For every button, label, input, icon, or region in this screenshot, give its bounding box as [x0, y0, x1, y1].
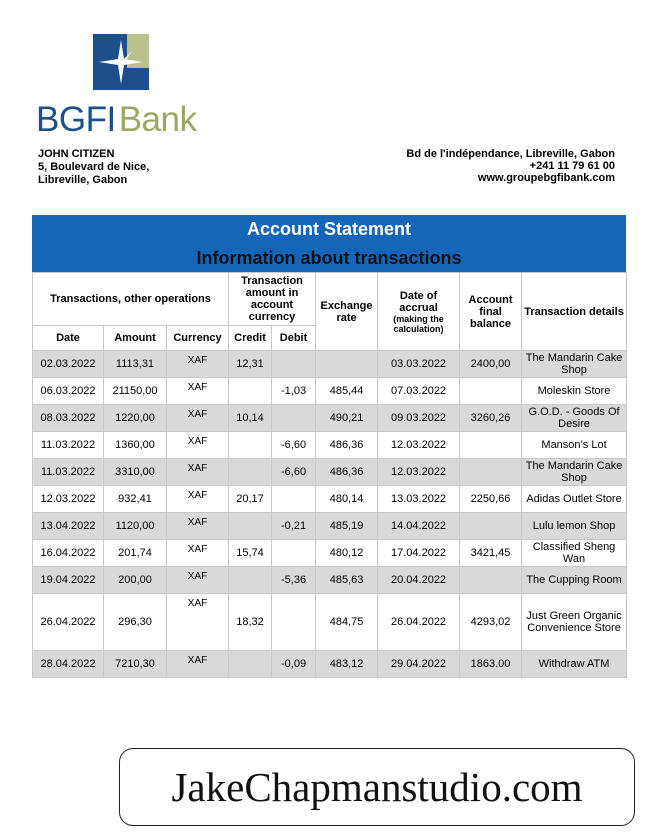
header-transactions: Transactions, other operations [33, 273, 229, 326]
cell-amount: 3310,00 [104, 459, 167, 486]
cell-currency: XAF [167, 594, 229, 651]
cell-debit [272, 540, 316, 567]
cell-debit [272, 405, 316, 432]
cell-rate: 486,36 [316, 432, 378, 459]
logo-text-bgfi: BGFI [36, 100, 116, 139]
customer-address [38, 148, 149, 187]
cell-currency: XAF [167, 459, 229, 486]
cell-date: 08.03.2022 [33, 405, 104, 432]
cell-date: 13.04.2022 [33, 513, 104, 540]
cell-details: Moleskin Store [522, 378, 627, 405]
cell-debit: -6,60 [272, 459, 316, 486]
cell-rate: 483,12 [316, 651, 378, 678]
cell-currency: XAF [167, 540, 229, 567]
header-debit: Debit [272, 326, 316, 351]
cell-balance [460, 432, 522, 459]
cell-balance [460, 459, 522, 486]
header-details: Transaction details [522, 273, 627, 351]
cell-debit: -0,09 [272, 651, 316, 678]
bgfi-star-logo-icon [93, 34, 149, 90]
cell-currency: XAF [167, 486, 229, 513]
cell-rate: 484,75 [316, 594, 378, 651]
cell-balance [460, 513, 522, 540]
cell-accrual: 26.04.2022 [378, 594, 460, 651]
cell-rate: 490,21 [316, 405, 378, 432]
bank-website: www.groupebgfibank.com [477, 172, 615, 184]
cell-details: Just Green Organic Convenience Store [522, 594, 627, 651]
cell-rate: 485,19 [316, 513, 378, 540]
header-accrual-note: (making the calculation) [393, 313, 444, 334]
cell-debit: -1,03 [272, 378, 316, 405]
cell-debit [272, 486, 316, 513]
cell-currency: XAF [167, 351, 229, 378]
cell-details: The Cupping Room [522, 567, 627, 594]
cell-date: 02.03.2022 [33, 351, 104, 378]
cell-amount: 200,00 [104, 567, 167, 594]
cell-balance: 4293,02 [460, 594, 522, 651]
header-date: Date [33, 326, 104, 351]
cell-date: 06.03.2022 [33, 378, 104, 405]
table-row [33, 405, 627, 432]
cell-accrual: 07.03.2022 [378, 378, 460, 405]
cell-rate: 480,12 [316, 540, 378, 567]
cell-accrual: 14.04.2022 [378, 513, 460, 540]
cell-credit: 12,31 [229, 351, 272, 378]
cell-details: Withdraw ATM [522, 651, 627, 678]
cell-debit [272, 594, 316, 651]
cell-amount: 7210,30 [104, 651, 167, 678]
statement-subtitle: Information about transactions [196, 248, 462, 268]
header-accrual-main: Date of accrual [399, 289, 438, 314]
cell-credit: 10,14 [229, 405, 272, 432]
cell-debit: -0,21 [272, 513, 316, 540]
transactions-table [32, 272, 627, 678]
cell-credit [229, 651, 272, 678]
cell-accrual: 09.03.2022 [378, 405, 460, 432]
table-row [33, 432, 627, 459]
cell-balance: 3260,26 [460, 405, 522, 432]
cell-date: 11.03.2022 [33, 432, 104, 459]
cell-accrual: 03.03.2022 [378, 351, 460, 378]
header-amount: Amount [104, 326, 167, 351]
cell-credit [229, 459, 272, 486]
cell-rate: 480,14 [316, 486, 378, 513]
cell-rate [316, 351, 378, 378]
cell-balance: 2250,66 [460, 486, 522, 513]
cell-balance [460, 567, 522, 594]
table-row [33, 513, 627, 540]
cell-currency: XAF [167, 378, 229, 405]
cell-details: The Mandarin Cake Shop [522, 459, 627, 486]
header-final-balance: Account final balance [460, 273, 522, 351]
cell-details: Manson’s Lot [522, 432, 627, 459]
cell-currency: XAF [167, 405, 229, 432]
table-row [33, 486, 627, 513]
cell-rate: 485,44 [316, 378, 378, 405]
header-currency: Currency [167, 326, 229, 351]
table-row [33, 378, 627, 405]
header-transaction-amount: Transaction amount in account currency [229, 273, 316, 326]
cell-credit [229, 432, 272, 459]
account-statement [32, 215, 626, 678]
cell-credit [229, 513, 272, 540]
cell-amount: 296,30 [104, 594, 167, 651]
cell-amount: 932,41 [104, 486, 167, 513]
cell-amount: 21150,00 [104, 378, 167, 405]
cell-accrual: 12.03.2022 [378, 459, 460, 486]
bank-contact [406, 148, 615, 184]
logo-wordmark [36, 100, 196, 140]
cell-balance: 2400,00 [460, 351, 522, 378]
table-row [33, 459, 627, 486]
header-exchange-rate: Exchange rate [316, 273, 378, 351]
cell-details: Adidas Outlet Store [522, 486, 627, 513]
cell-debit: -6,60 [272, 432, 316, 459]
cell-details: Lulu lemon Shop [522, 513, 627, 540]
cell-credit [229, 378, 272, 405]
table-row [33, 594, 627, 651]
cell-currency: XAF [167, 567, 229, 594]
table-row [33, 651, 627, 678]
cell-balance: 1863.00 [460, 651, 522, 678]
cell-credit: 18,32 [229, 594, 272, 651]
cell-date: 19.04.2022 [33, 567, 104, 594]
cell-date: 11.03.2022 [33, 459, 104, 486]
table-row [33, 540, 627, 567]
cell-details: G.O.D. - Goods Of Desire [522, 405, 627, 432]
statement-banner [32, 215, 626, 272]
cell-accrual: 17.04.2022 [378, 540, 460, 567]
cell-currency: XAF [167, 651, 229, 678]
cell-accrual: 13.03.2022 [378, 486, 460, 513]
cell-amount: 201,74 [104, 540, 167, 567]
watermark: JakeChapmanstudio.com [119, 748, 635, 826]
cell-amount: 1120,00 [104, 513, 167, 540]
cell-date: 16.04.2022 [33, 540, 104, 567]
statement-title: Account Statement [246, 219, 412, 239]
header-accrual-date [378, 273, 460, 351]
table-row [33, 351, 627, 378]
header-credit: Credit [229, 326, 272, 351]
cell-amount: 1113,31 [104, 351, 167, 378]
cell-date: 12.03.2022 [33, 486, 104, 513]
bank-phone: +241 11 79 61 00 [529, 160, 615, 172]
cell-amount: 1220,00 [104, 405, 167, 432]
table-row [33, 567, 627, 594]
logo-text-bank: Bank [118, 100, 197, 139]
transactions-body [33, 351, 627, 678]
cell-rate: 486,36 [316, 459, 378, 486]
cell-date: 28.04.2022 [33, 651, 104, 678]
bank-address: Bd de l'indépendance, Libreville, Gabon [406, 148, 615, 160]
cell-credit: 20,17 [229, 486, 272, 513]
cell-debit [272, 351, 316, 378]
cell-balance: 3421,45 [460, 540, 522, 567]
cell-accrual: 12.03.2022 [378, 432, 460, 459]
cell-amount: 1360,00 [104, 432, 167, 459]
cell-rate: 485,63 [316, 567, 378, 594]
cell-currency: XAF [167, 432, 229, 459]
cell-credit: 15,74 [229, 540, 272, 567]
cell-credit [229, 567, 272, 594]
cell-date: 26.04.2022 [33, 594, 104, 651]
customer-name: JOHN CITIZEN [38, 148, 115, 160]
customer-address-line-1: 5, Boulevard de Nice, [38, 161, 150, 173]
cell-details: Classified Sheng Wan [522, 540, 627, 567]
customer-address-line-2: Libreville, Gabon [38, 174, 128, 186]
cell-currency: XAF [167, 513, 229, 540]
cell-debit: -5,36 [272, 567, 316, 594]
cell-accrual: 29.04.2022 [378, 651, 460, 678]
cell-details: The Mandarin Cake Shop [522, 351, 627, 378]
cell-balance [460, 378, 522, 405]
cell-accrual: 20.04.2022 [378, 567, 460, 594]
